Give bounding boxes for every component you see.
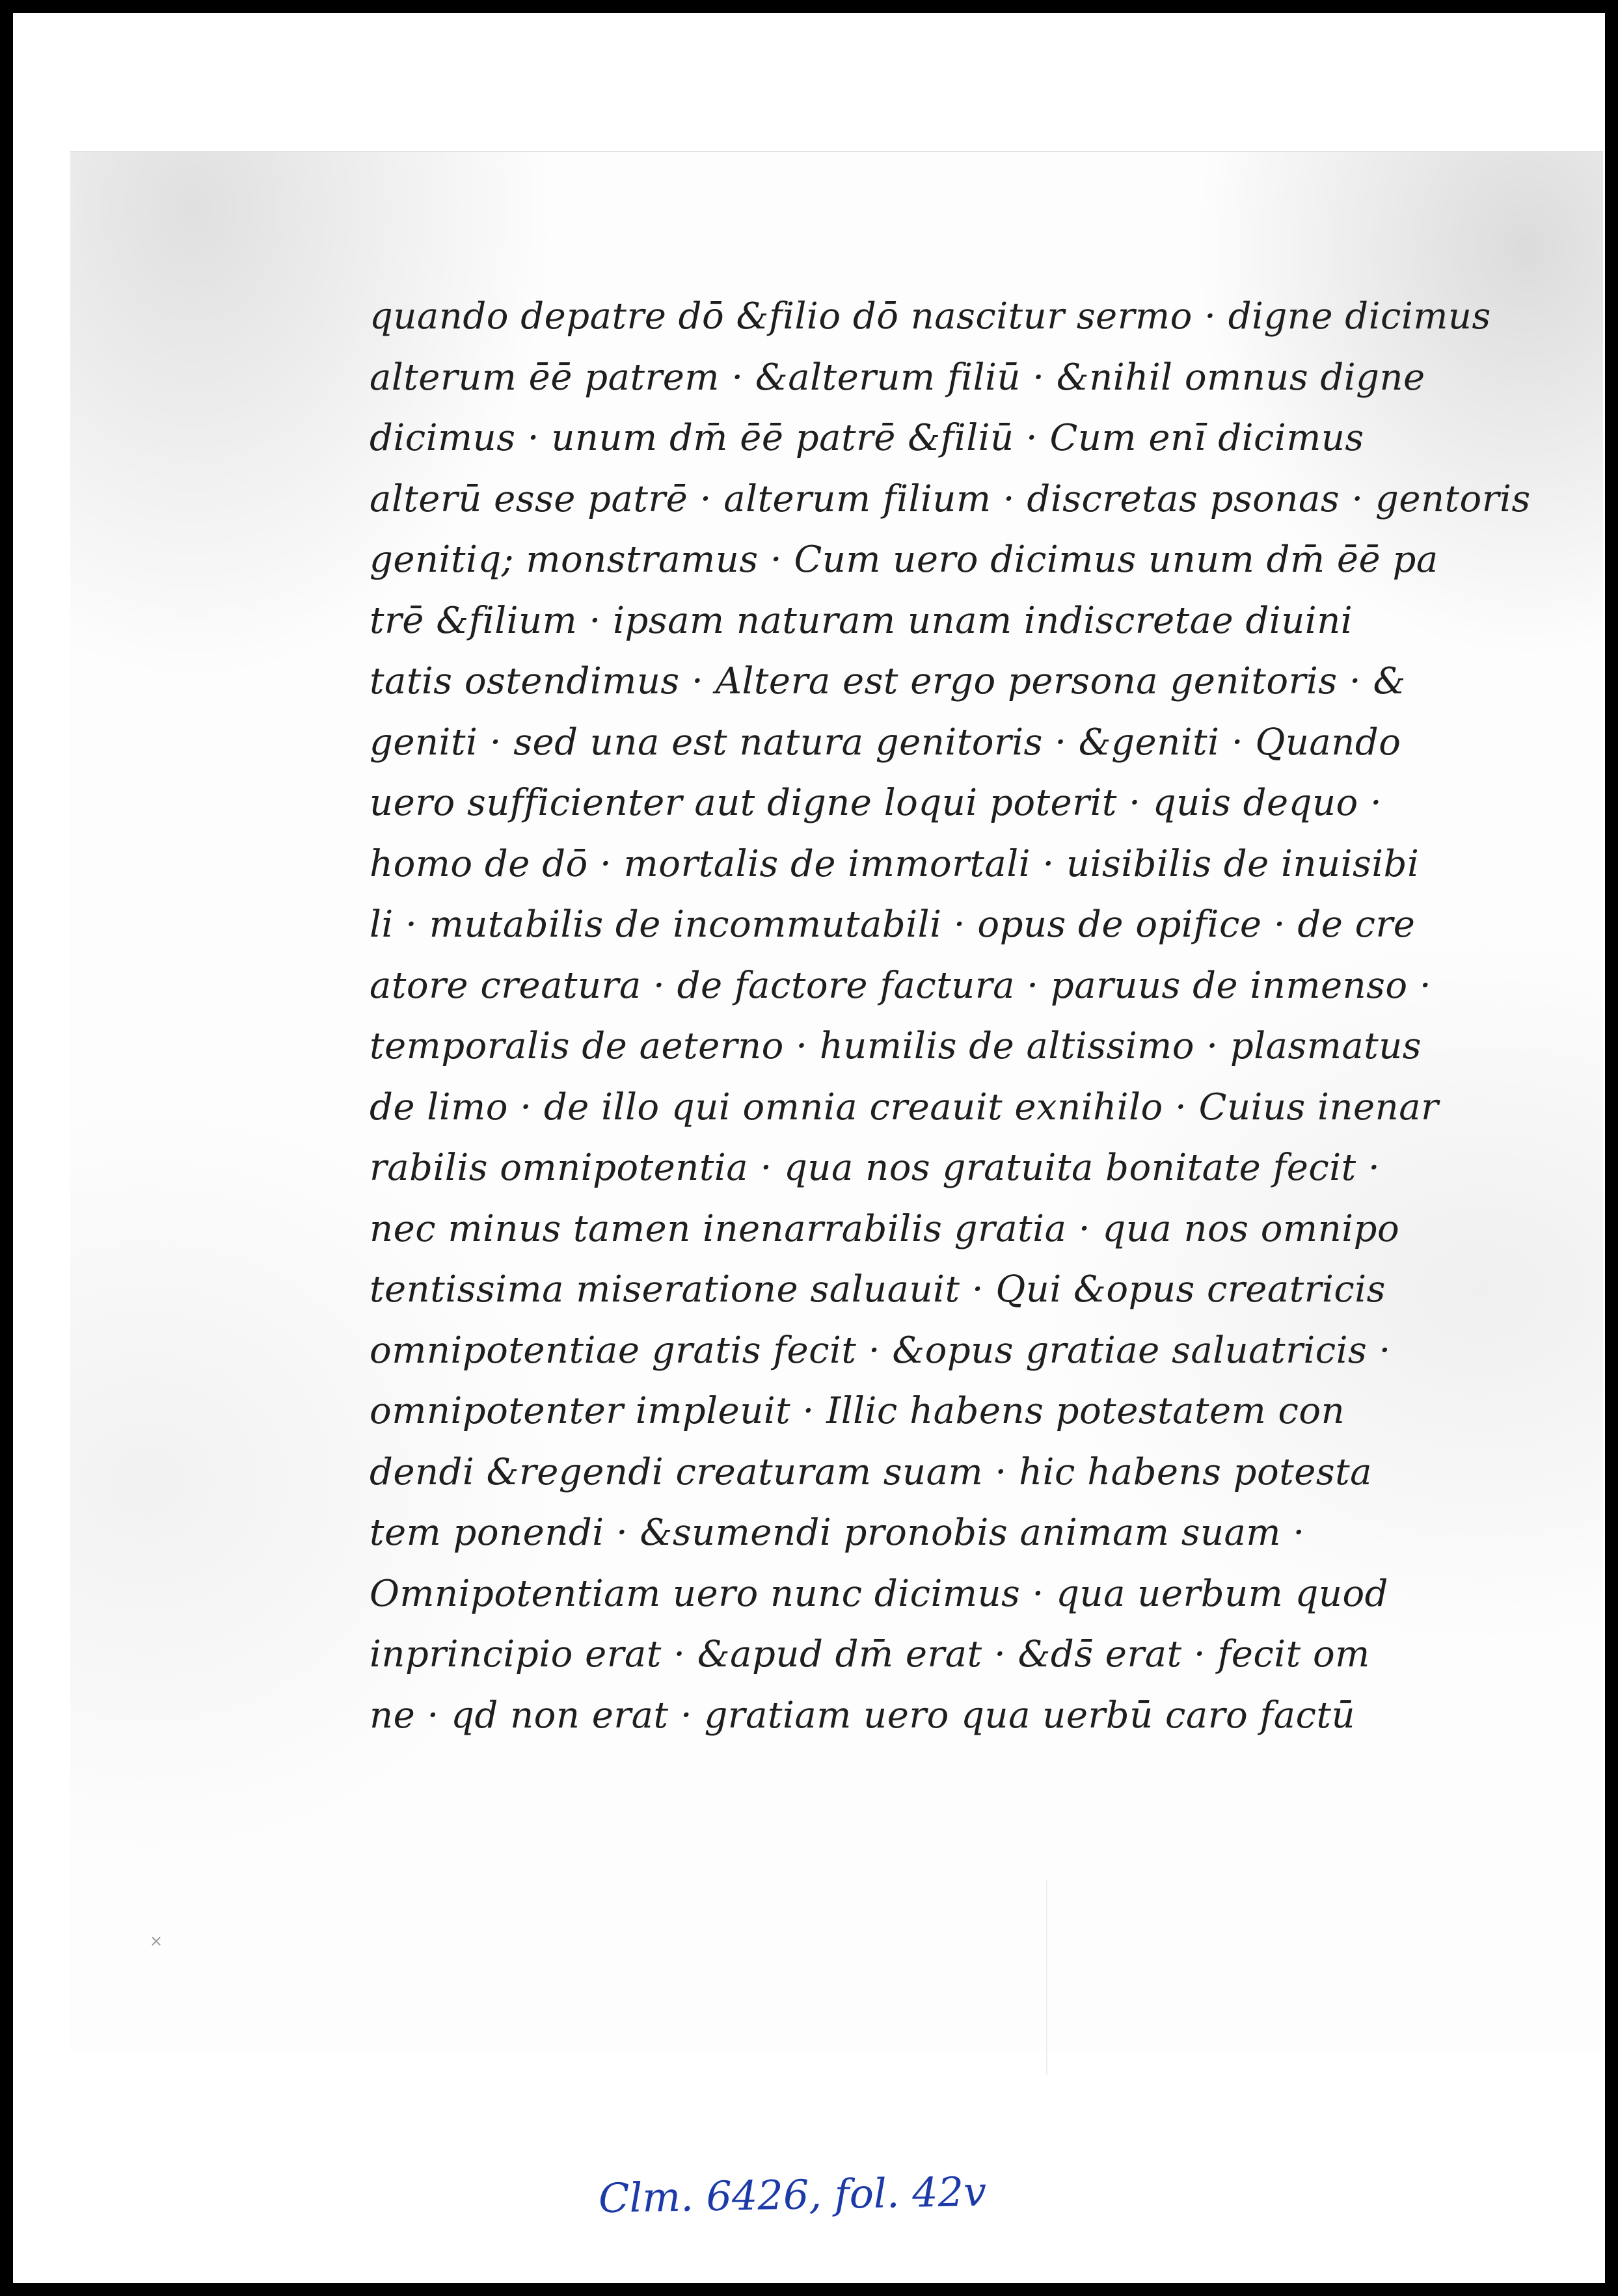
manuscript-line: omnipotenter impleuit · Illic habens potestatem con (370, 1390, 1345, 1432)
leaf-edge (1046, 1880, 1047, 2075)
manuscript-line: dendi &regendi creaturam suam · hic habens potesta (370, 1450, 1372, 1493)
shelfmark-annotation: Clm. 6426, fol. 42v (598, 2167, 987, 2223)
manuscript-line: quando depatre dō &filio dō nascitur sermo · digne dicimus (370, 295, 1491, 338)
manuscript-line: ne · qd non erat · gratiam uero qua uerbū caro factū (370, 1694, 1356, 1737)
manuscript-line: genitiq; monstramus · Cum uero dicimus unum dm̄ ēē pa (370, 539, 1438, 581)
manuscript-line: li · mutabilis de incommutabili · opus de opifice · de cre (370, 903, 1416, 946)
manuscript-text (370, 286, 1531, 1746)
manuscript-line: alterum ēē patrem · &alterum filiū · &nihil omnus digne (370, 356, 1425, 399)
margin-mark: × (150, 1932, 163, 1950)
manuscript-line: dicimus · unum dm̄ ēē patrē &filiū · Cum enī dicimus (370, 417, 1364, 459)
manuscript-line: homo de dō · mortalis de immortali · uisibilis de inuisibi (370, 842, 1420, 885)
manuscript-line: alterū esse patrē · alterum filium · discretas psonas · gentoris (370, 477, 1531, 520)
manuscript-line: temporalis de aeterno · humilis de altissimo · plasmatus (370, 1025, 1422, 1067)
manuscript-line: rabilis omnipotentia · qua nos gratuita bonitate fecit · (370, 1147, 1381, 1189)
manuscript-line: de limo · de illo qui omnia creauit exnihilo · Cuius inenar (370, 1086, 1439, 1128)
manuscript-line: uero sufficienter aut digne loqui poterit · quis dequo · (370, 782, 1382, 824)
manuscript-line: omnipotentiae gratis fecit · &opus gratiae saluatricis · (370, 1329, 1391, 1372)
manuscript-line: atore creatura · de factore factura · paruus de inmenso · (370, 964, 1432, 1007)
manuscript-line: tatis ostendimus · Altera est ergo persona genitoris · & (370, 660, 1406, 702)
manuscript-line: tem ponendi · &sumendi pronobis animam suam · (370, 1512, 1305, 1554)
manuscript-line: nec minus tamen inenarrabilis gratia · qua nos omnipo (370, 1207, 1400, 1250)
manuscript-line: trē &filium · ipsam naturam unam indiscretae diuini (370, 599, 1353, 642)
manuscript-line: tentissima miseratione saluauit · Qui &opus creatricis (370, 1268, 1386, 1311)
manuscript-line: geniti · sed una est natura genitoris · &geniti · Quando (370, 721, 1401, 764)
manuscript-line: Omnipotentiam uero nunc dicimus · qua uerbum quod (370, 1572, 1389, 1615)
manuscript-line: inprincipio erat · &apud dm̄ erat · &ds̄ erat · fecit om (370, 1633, 1370, 1675)
